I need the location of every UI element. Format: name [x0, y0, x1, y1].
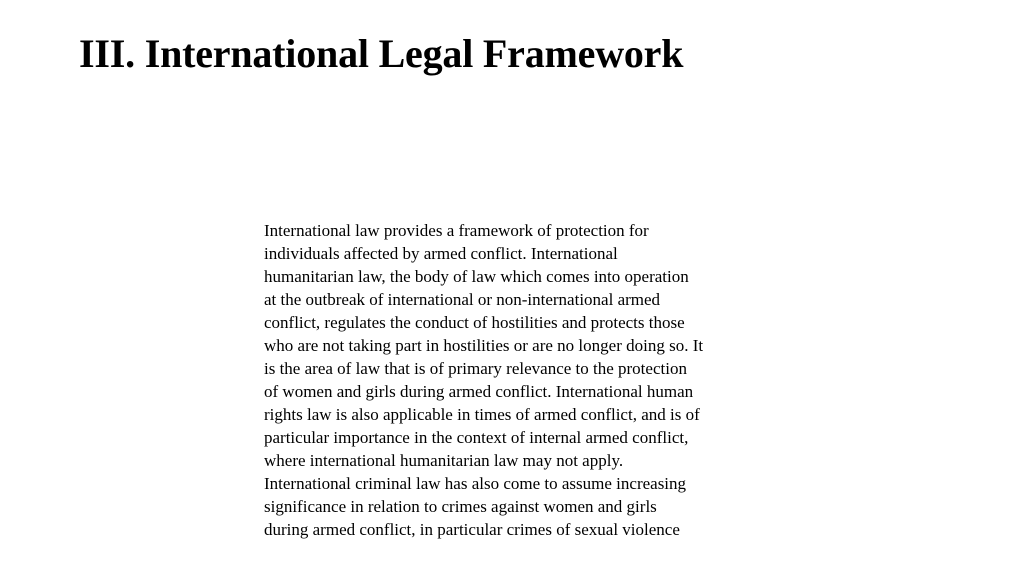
- body-line: where international humanitarian law may not apply.: [264, 451, 624, 470]
- body-line: who are not taking part in hostilities or are no longer doing so. It: [264, 336, 704, 355]
- body-line: of women and girls during armed conflict. International human: [264, 382, 694, 401]
- body-line: significance in relation to crimes against women and girls: [264, 497, 657, 516]
- body-line: particular importance in the context of internal armed conflict,: [264, 428, 689, 447]
- body-line: International criminal law has also come to assume increasing: [264, 474, 687, 493]
- body-line: during armed conflict, in particular crimes of sexual violence: [264, 520, 680, 539]
- body-paragraph: [264, 219, 764, 541]
- body-line: at the outbreak of international or non-international armed: [264, 290, 661, 309]
- body-line: humanitarian law, the body of law which comes into operation: [264, 267, 689, 286]
- slide-title: III. International Legal Framework: [79, 31, 684, 76]
- body-line: individuals affected by armed conflict. International: [264, 244, 618, 263]
- body-line: conflict, regulates the conduct of hostilities and protects those: [264, 313, 685, 332]
- body-line: International law provides a framework of protection for: [264, 221, 649, 240]
- body-line: is the area of law that is of primary relevance to the protection: [264, 359, 687, 378]
- body-line: rights law is also applicable in times of armed conflict, and is of: [264, 405, 700, 424]
